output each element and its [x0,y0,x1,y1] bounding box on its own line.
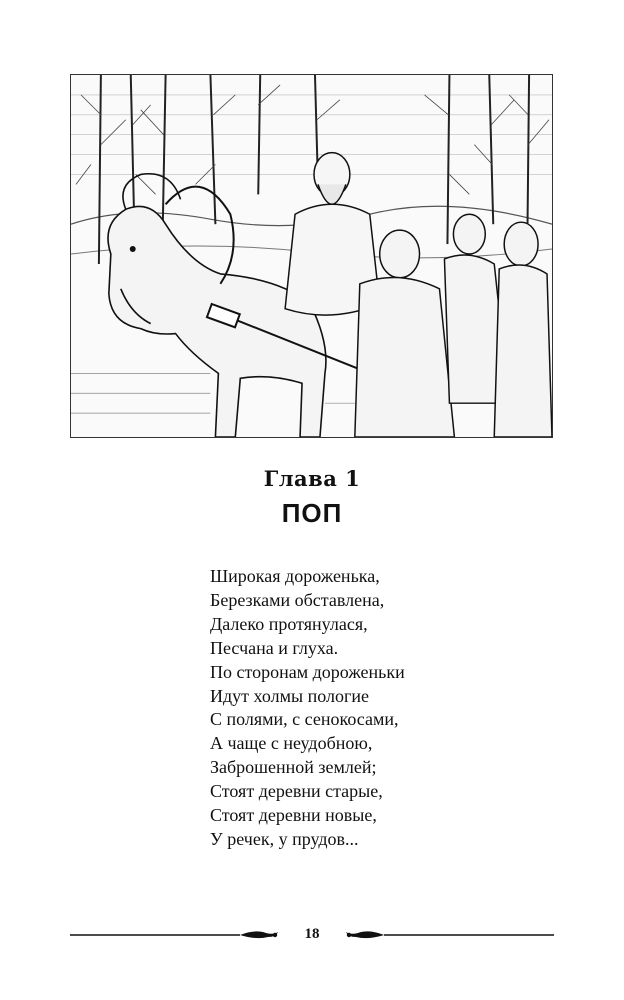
poem-line: Стоят деревни новые, [210,805,377,826]
poem-line: Стоят деревни старые, [210,781,383,802]
poem-line: Березками обставлена, [210,589,385,610]
poem-line: Далеко протянулася, [210,613,368,634]
chapter-number: Глава 1 [263,466,361,491]
chapter-title: ПОП [281,498,343,528]
poem-line: У речек, у прудов... [210,828,359,849]
chapter-illustration [70,74,553,438]
page-number: 18 [304,926,320,942]
poem-text [210,565,590,852]
page-footer [70,920,554,950]
engraving-horse-cart-priest-peasants [71,75,552,437]
poem-line: А чаще с неудобною, [210,733,373,754]
poem-line: Идут холмы пологие [210,685,369,706]
poem-line: По сторонам дороженьки [210,661,405,682]
poem-line: Песчана и глуха. [210,637,339,658]
right-ornament-rule [342,920,554,950]
poem-line: Заброшенной землей; [210,757,377,778]
poem-line: С полями, с сенокосами, [210,709,399,730]
poem-line: Широкая дороженька, [210,566,380,586]
